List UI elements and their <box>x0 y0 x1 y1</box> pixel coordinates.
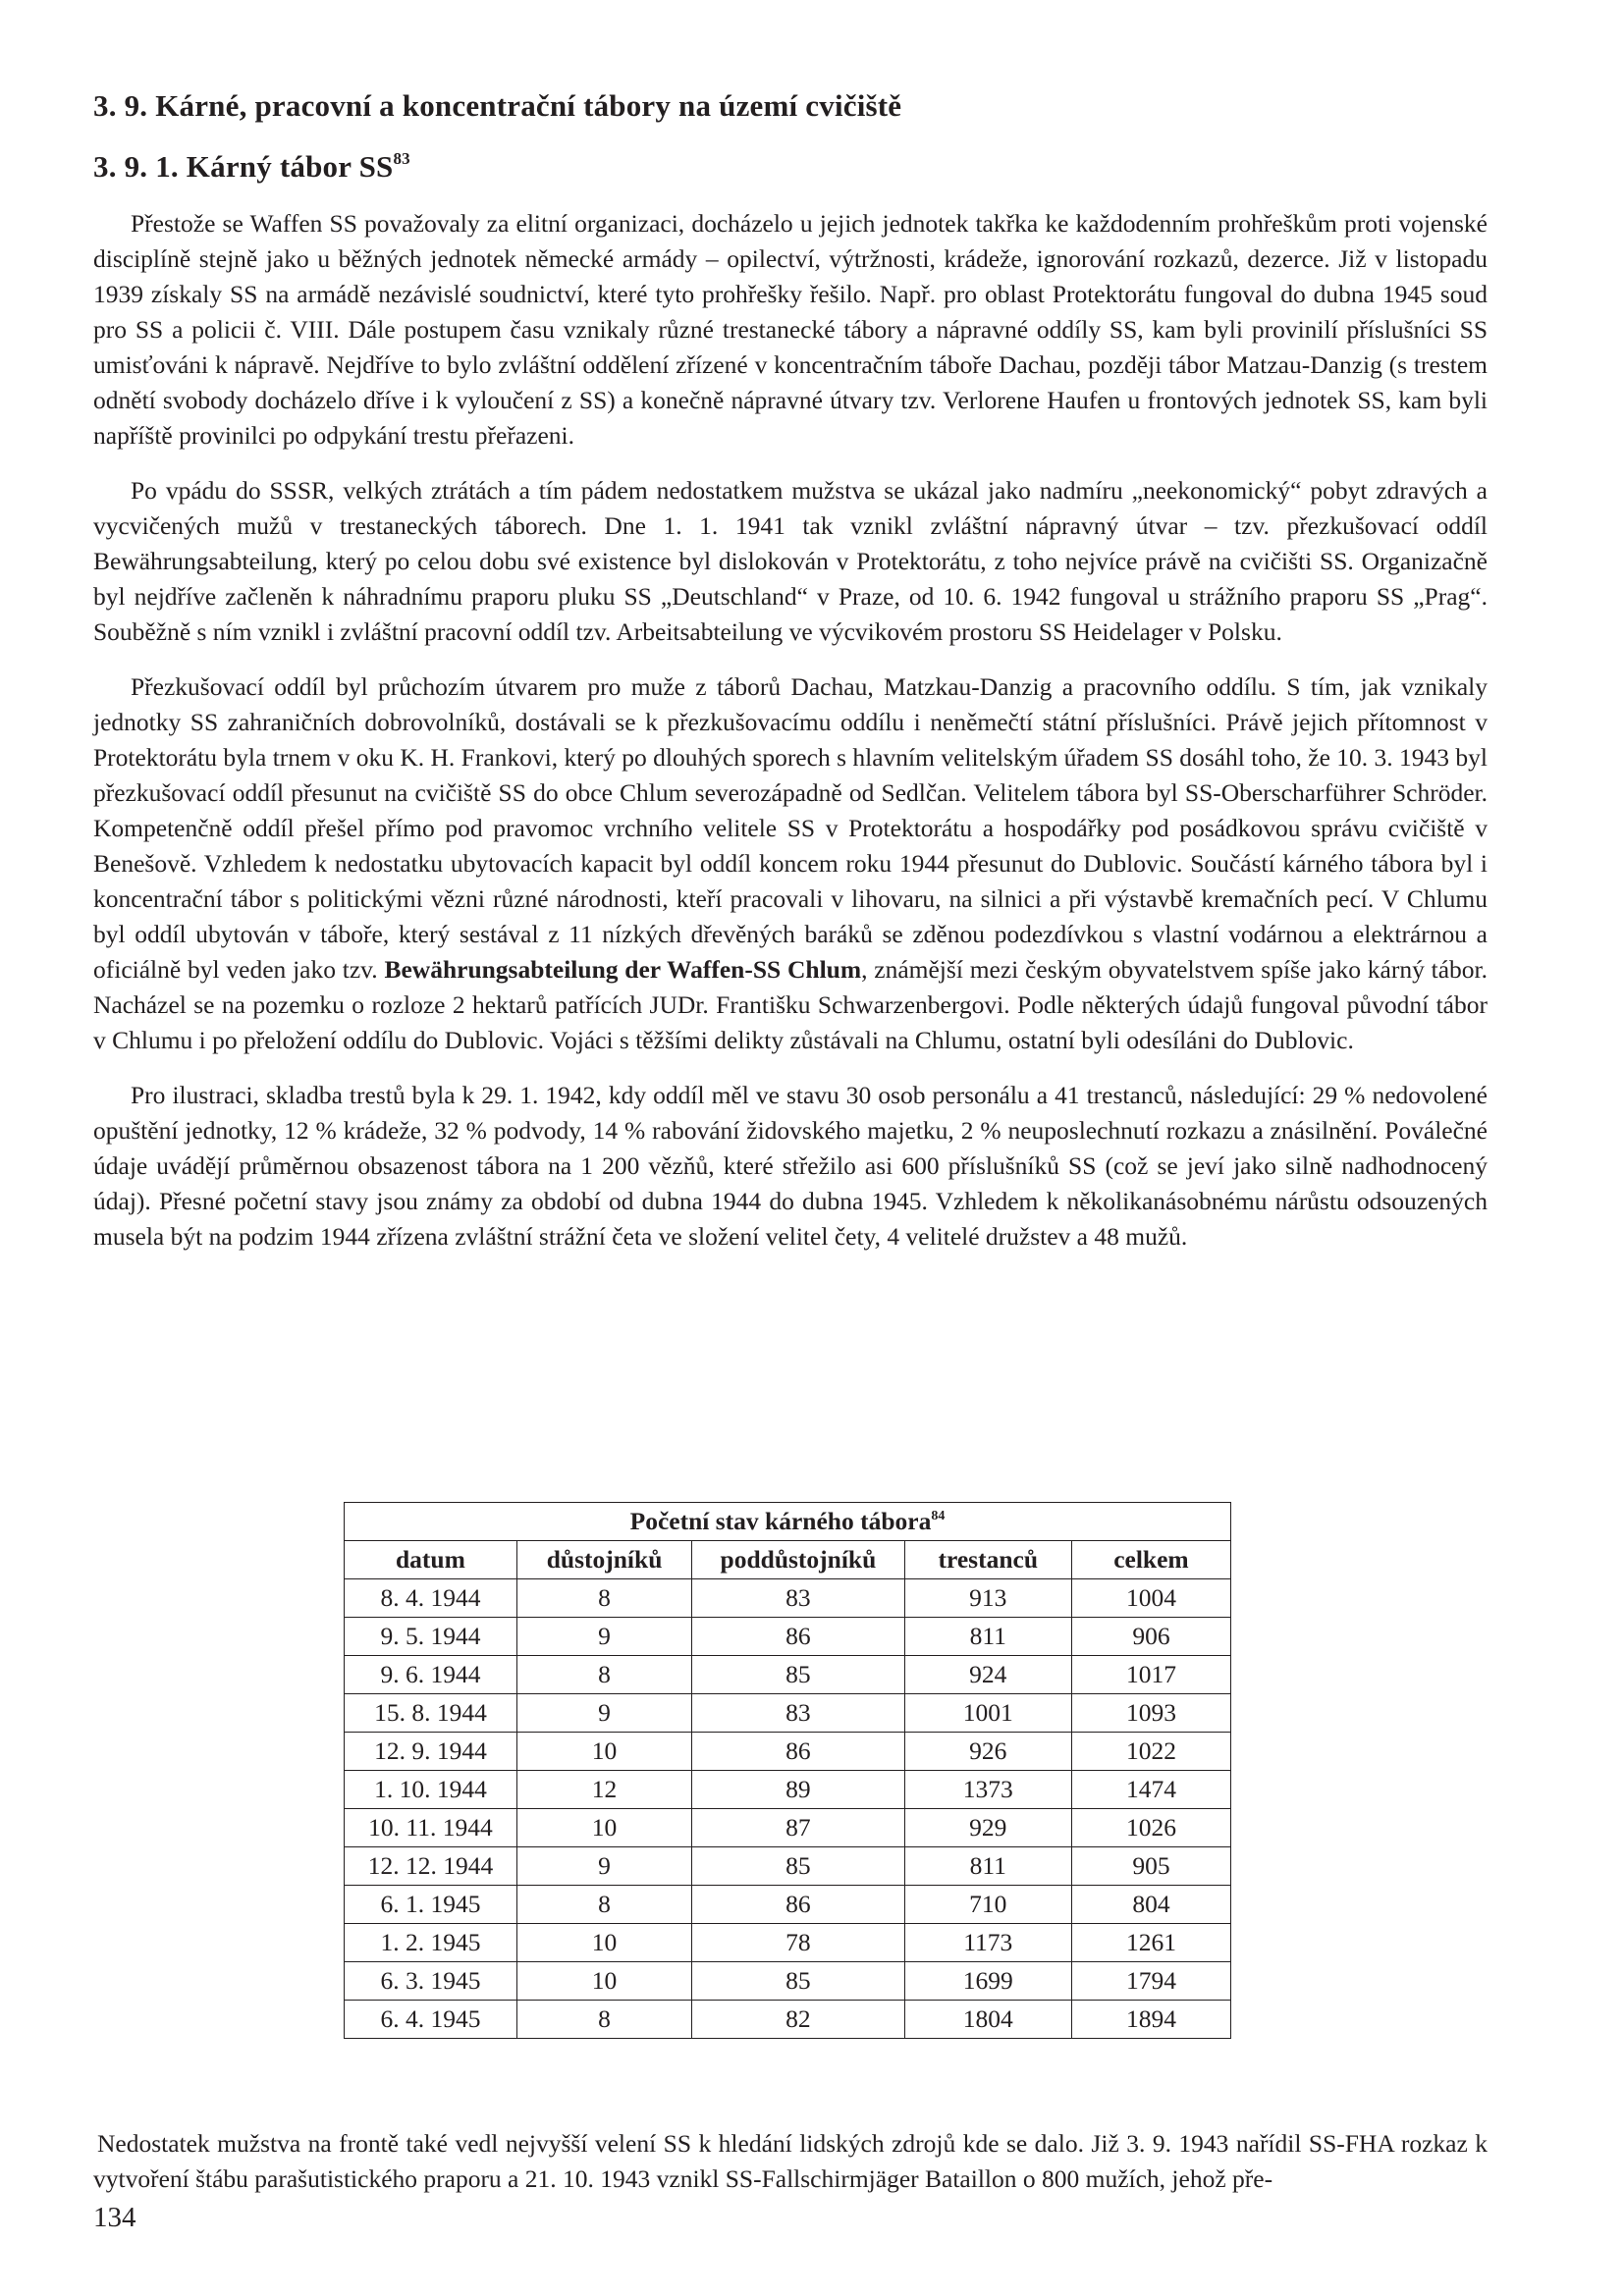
table-cell: 10. 11. 1944 <box>345 1809 517 1847</box>
table-cell: 12 <box>516 1771 691 1809</box>
table-cell: 1173 <box>904 1924 1071 1962</box>
table-row <box>345 1579 1231 1618</box>
table-cell: 905 <box>1071 1847 1230 1886</box>
table-cell: 8. 4. 1944 <box>345 1579 517 1618</box>
column-header: datum <box>345 1541 517 1579</box>
table-cell: 1474 <box>1071 1771 1230 1809</box>
table-row <box>345 1924 1231 1962</box>
table-cell: 1004 <box>1071 1579 1230 1618</box>
table-cell: 86 <box>692 1733 904 1771</box>
table-container <box>344 1502 1233 2039</box>
table-cell: 1022 <box>1071 1733 1230 1771</box>
table-cell: 89 <box>692 1771 904 1809</box>
column-header: poddůstojníků <box>692 1541 904 1579</box>
table-title <box>344 1502 1231 1540</box>
table-cell: 8 <box>516 1579 691 1618</box>
paragraph <box>93 669 1488 1058</box>
table-row <box>345 1618 1231 1656</box>
table-body <box>345 1579 1231 2039</box>
table-cell: 82 <box>692 2001 904 2039</box>
table-cell: 15. 8. 1944 <box>345 1694 517 1733</box>
table-cell: 1699 <box>904 1962 1071 2001</box>
table-cell: 8 <box>516 2001 691 2039</box>
table-cell: 86 <box>692 1886 904 1924</box>
table-cell: 1001 <box>904 1694 1071 1733</box>
table-cell: 1894 <box>1071 2001 1230 2039</box>
table-cell: 12. 9. 1944 <box>345 1733 517 1771</box>
table-cell: 9 <box>516 1847 691 1886</box>
subsection-heading-text: 3. 9. 1. Kárný tábor SS <box>93 149 394 184</box>
table-cell: 6. 4. 1945 <box>345 2001 517 2039</box>
table-row <box>345 1656 1231 1694</box>
table-cell: 9 <box>516 1694 691 1733</box>
table-cell: 8 <box>516 1886 691 1924</box>
table-cell: 1804 <box>904 2001 1071 2039</box>
column-header: trestanců <box>904 1541 1071 1579</box>
table-row <box>345 1847 1231 1886</box>
table-row <box>345 1962 1231 2001</box>
table-cell: 906 <box>1071 1618 1230 1656</box>
table-cell: 1017 <box>1071 1656 1230 1694</box>
table-cell: 811 <box>904 1847 1071 1886</box>
table-cell: 804 <box>1071 1886 1230 1924</box>
table-cell: 85 <box>692 1656 904 1694</box>
table-cell: 85 <box>692 1962 904 2001</box>
table-cell: 9 <box>516 1618 691 1656</box>
page-number: 134 <box>93 2202 136 2233</box>
table-cell: 1093 <box>1071 1694 1230 1733</box>
table-cell: 924 <box>904 1656 1071 1694</box>
table-cell: 10 <box>516 1962 691 2001</box>
column-header: celkem <box>1071 1541 1230 1579</box>
table-cell: 10 <box>516 1809 691 1847</box>
table-row <box>345 1733 1231 1771</box>
table-cell: 929 <box>904 1809 1071 1847</box>
table-cell: 710 <box>904 1886 1071 1924</box>
table-row <box>345 1886 1231 1924</box>
table-row <box>345 1694 1231 1733</box>
table-cell: 1373 <box>904 1771 1071 1809</box>
paragraph: Přestože se Waffen SS považovaly za elitní organizaci, docházelo u jejich jednotek takřka ke každodenním prohřeškům proti vojenské disciplíně stejně jako u běžných jednotek německé armády – opilectví, výtržnosti, krádeže, ignorování rozkazů, dezerce. Již v listopadu 1939 získaly SS na armádě nezávislé soudnictví, které tyto prohřešky řešilo. Např. pro oblast Protektorátu fungoval do dubna 1945 soud pro SS a policii č. VIII. Dále postupem času vznikaly různé trestanecké tábory a nápravné oddíly SS, kam byli provinilí příslušníci SS umisťováni k nápravě. Nejdříve to bylo zvláštní oddělení zřízené v koncentračním táboře Dachau, později tábor Matzau-Danzig (s trestem odnětí svobody docházelo dříve i k vyloučení z SS) a konečně nápravné útvary tzv. Verlorene Haufen u frontových jednotek SS, kam byli napříště provinilci po odpykání trestu přeřazeni. <box>93 209 1488 450</box>
table-row <box>345 2001 1231 2039</box>
table-title-text: Početní stav kárného tábora <box>629 1507 932 1535</box>
table-cell: 86 <box>692 1618 904 1656</box>
table-header-row <box>345 1541 1231 1579</box>
table-cell: 1794 <box>1071 1962 1230 2001</box>
bold-term: Bewährungsabteilung der Waffen-SS Chlum <box>384 955 862 984</box>
table-cell: 6. 1. 1945 <box>345 1886 517 1924</box>
table-cell: 10 <box>516 1924 691 1962</box>
table-cell: 9. 5. 1944 <box>345 1618 517 1656</box>
footnote-ref: 83 <box>393 149 410 168</box>
paragraph: Nedostatek mužstva na frontě také vedl nejvyšší velení SS k hledání lidských zdrojů kde se dalo. Již 3. 9. 1943 nařídil SS-FHA rozkaz k vytvoření štábu parašutistického praporu a 21. 10. 1943 vznikl SS-Fallschirmjäger Bataillon o 800 mužích, jehož pře- <box>93 2129 1488 2193</box>
table-cell: 83 <box>692 1694 904 1733</box>
table-row <box>345 1809 1231 1847</box>
table-cell: 10 <box>516 1733 691 1771</box>
table-cell: 78 <box>692 1924 904 1962</box>
paragraph: Pro ilustraci, skladba trestů byla k 29. 1. 1942, kdy oddíl měl ve stavu 30 osob personálu a 41 trestanců, následující: 29 % nedovolené opuštění jednotky, 12 % krádeže, 32 % podvody, 14 % rabování židovského majetku, 2 % neuposlechnutí rozkazu a znásilnění. Poválečné údaje uvádějí průměrnou obsazenost tábora na 1 200 vězňů, které střežilo asi 600 příslušníků SS (což se jeví jako silně nadhodnocený údaj). Přesné početní stavy jsou známy za období od dubna 1944 do dubna 1945. Vzhledem k několikanásobnému nárůstu odsouzených musela být na podzim 1944 zřízena zvláštní strážní četa ve složení velitel čety, 4 velitelé družstev a 48 mužů. <box>93 1081 1488 1251</box>
table-cell: 926 <box>904 1733 1071 1771</box>
table-cell: 8 <box>516 1656 691 1694</box>
table-cell: 811 <box>904 1618 1071 1656</box>
table-cell: 87 <box>692 1809 904 1847</box>
table-cell: 9. 6. 1944 <box>345 1656 517 1694</box>
paragraph: Po vpádu do SSSR, velkých ztrátách a tím pádem nedostatkem mužstva se ukázal jako nadmíru „neekonomický“ pobyt zdravých a vycvičených mužů v trestaneckých táborech. Dne 1. 1. 1941 tak vznikl zvláštní nápravný útvar – tzv. přezkušovací oddíl Bewährungsabteilung, který po celou dobu své existence byl dislokován v Protektorátu, z toho nejvíce právě na cvičišti SS. Organizačně byl nejdříve začleněn k náhradnímu praporu pluku SS „Deutschland“ v Praze, od 10. 6. 1942 fungoval u strážního praporu SS „Prag“. Souběžně s ním vznikl i zvláštní pracovní oddíl tzv. Arbeitsabteilung ve výcvikovém prostoru SS Heidelager v Polsku. <box>93 476 1488 646</box>
bottom-text <box>93 2126 1488 2216</box>
table-cell: 1. 2. 1945 <box>345 1924 517 1962</box>
subsection-heading <box>93 147 1488 187</box>
table-cell: 1261 <box>1071 1924 1230 1962</box>
table-cell: 85 <box>692 1847 904 1886</box>
main-content <box>93 86 1488 1274</box>
footnote-ref: 84 <box>931 1509 946 1523</box>
table-cell: 1026 <box>1071 1809 1230 1847</box>
table-cell: 12. 12. 1944 <box>345 1847 517 1886</box>
paragraph-text: Přezkušovací oddíl byl průchozím útvarem pro muže z táborů Dachau, Matzkau-Danzig a pracovního oddílu. S tím, jak vznikaly jednotky SS zahraničních dobrovolníků, dostávali se k přezkušovacímu oddílu i neněmečtí státní příslušníci. Právě jejich přítomnost v Protektorátu byla trnem v oku K. H. Frankovi, který po dlouhých sporech s hlavním velitelským úřadem SS dosáhl toho, že 10. 3. 1943 byl přezkušovací oddíl přesunut na cvičiště SS do obce Chlum severozápadně od Sedlčan. Velitelem tábora byl SS-Oberscharführer Schröder. Kompetenčně oddíl přešel přímo pod pravomoc vrchního velitele SS v Protektorátu a hospodářky pod posádkovou správu cvičiště v Benešově. Vzhledem k nedostatku ubytovacích kapacit byl oddíl koncem roku 1944 přesunut do Dublovic. Součástí kárného tábora byl i koncentrační tábor s politickými vězni různé národnosti, kteří pracovali v lihovaru, na silnici a při výstavbě kremačních pecí. V Chlumu byl oddíl ubytován v táboře, který sestával z 11 nízkých dřevěných baráků se zděnou podezdívkou s vlastní vodárnou a elektrárnou a oficiálně byl veden jako tzv. <box>93 672 1489 984</box>
camp-strength-table <box>344 1502 1231 2039</box>
table-cell: 6. 3. 1945 <box>345 1962 517 2001</box>
column-header: důstojníků <box>516 1541 691 1579</box>
table-cell: 913 <box>904 1579 1071 1618</box>
section-heading: 3. 9. Kárné, pracovní a koncentrační tábory na území cvičiště <box>93 88 902 123</box>
paragraph-text: , známější mezi českým obyvatelstvem spíše jako kárný tábor. Nacházel se na pozemku o rozloze 2 hektarů patřících JUDr. Františku Schwarzenbergovi. Podle některých údajů fungoval původní tábor v Chlumu i po přeložení oddílu do Dublovic. Vojáci s těžšími delikty zůstávali na Chlumu, ostatní byli odesíláni do Dublovic. <box>93 955 1488 1054</box>
table-cell: 1. 10. 1944 <box>345 1771 517 1809</box>
table-cell: 83 <box>692 1579 904 1618</box>
table-row <box>345 1771 1231 1809</box>
